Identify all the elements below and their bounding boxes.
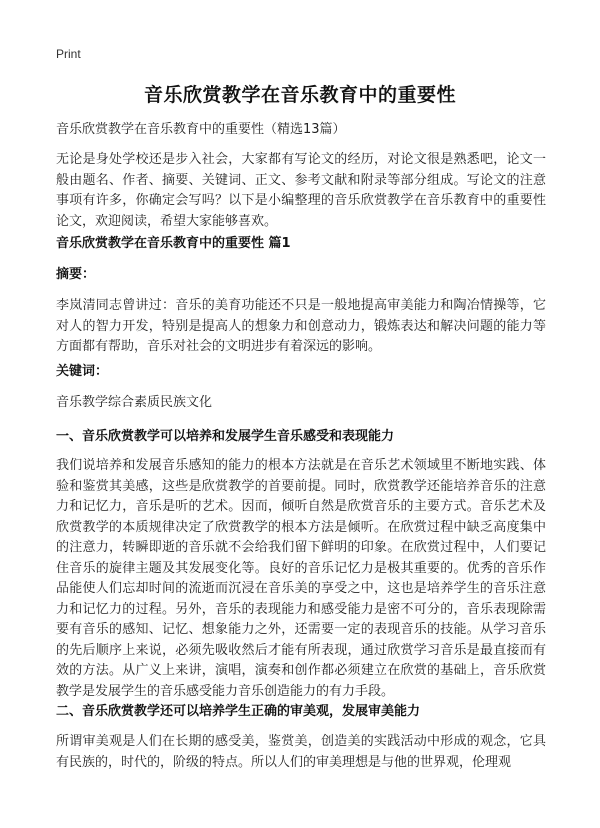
page-title: 音乐欣赏教学在音乐教育中的重要性	[143, 84, 456, 106]
intro-paragraph: 无论是身处学校还是步入社会，大家都有写论文的经历，对论文很是熟悉吧，论文一般由题名、作者、摘要、关键词、正文、参考文献和附录等部分组成。写论文的注意事项有许多，你确定会写吗？以下是小编整理的音乐欣赏教学在音乐教育中的重要性论文，欢迎阅读，希望大家能够喜欢。	[56, 152, 546, 229]
paragraph-1: 我们说培养和发展音乐感知的能力的根本方法就是在音乐艺术领域里不断地实践、体验和鉴赏其美感，这些是欣赏教学的首要前提。同时，欣赏教学还能培养音乐的注意力和记忆力，音乐是听的艺术。因而，倾听自然是欣赏音乐的主要方式。音乐艺术及欣赏教学的本质规律决定了欣赏教学的根本方法是倾听。在欣赏过程中缺乏高度集中的注意力，转瞬即逝的音乐就不会给我们留下鲜明的印象。在欣赏过程中，人们要记住音乐的旋律主题及其发展变化等。良好的音乐记忆力是极其重要的。优秀的音乐作品能使人们忘却时间的流逝而沉浸在音乐美的享受之中，这也是培养学生的音乐注意力和记忆力的过程。另外，音乐的表现能力和感受能力是密不可分的，音乐表现除需要有音乐的感知、记忆、想象能力之外，还需要一定的表现音乐的技能。从学习音乐的先后顺序上来说，必须先吸收然后才能有所表现，通过欣赏学习音乐是最直接而有效的方法。从广义上来讲，演唱，演奏和创作都必须建立在欣赏的基础上，音乐欣赏教学是发展学生的音乐感受能力音乐创造能力的有力手段。	[56, 458, 546, 699]
heading-1: 一、音乐欣赏教学可以培养和发展学生音乐感受和表现能力	[56, 429, 395, 444]
document-subtitle: 音乐欣赏教学在音乐教育中的重要性（精选13篇）	[56, 122, 346, 137]
heading-2: 二、音乐欣赏教学还可以培养学生正确的审美观，发展审美能力	[56, 704, 421, 719]
section-heading: 音乐欣赏教学在音乐教育中的重要性 篇1	[56, 236, 291, 251]
paragraph-2: 所谓审美观是人们在长期的感受美，鉴赏美，创造美的实践活动中形成的观念，它具有民族的，时代的，阶级的特点。所以人们的审美理想是与他的世界观，伦理观	[56, 734, 546, 770]
keywords-text: 音乐教学综合素质民族文化	[56, 395, 213, 410]
abstract-label: 摘要：	[56, 267, 96, 282]
print-label[interactable]: Print	[56, 47, 81, 61]
keywords-label: 关键词：	[56, 364, 109, 379]
abstract-paragraph: 李岚清同志曾讲过：音乐的美育功能还不只是一般地提高审美能力和陶冶情操等，它对人的智力开发，特别是提高人的想象力和创意动力，锻炼表达和解决问题的能力等方面都有帮助，音乐对社会的文明进步有着深远的影响。	[56, 298, 546, 354]
